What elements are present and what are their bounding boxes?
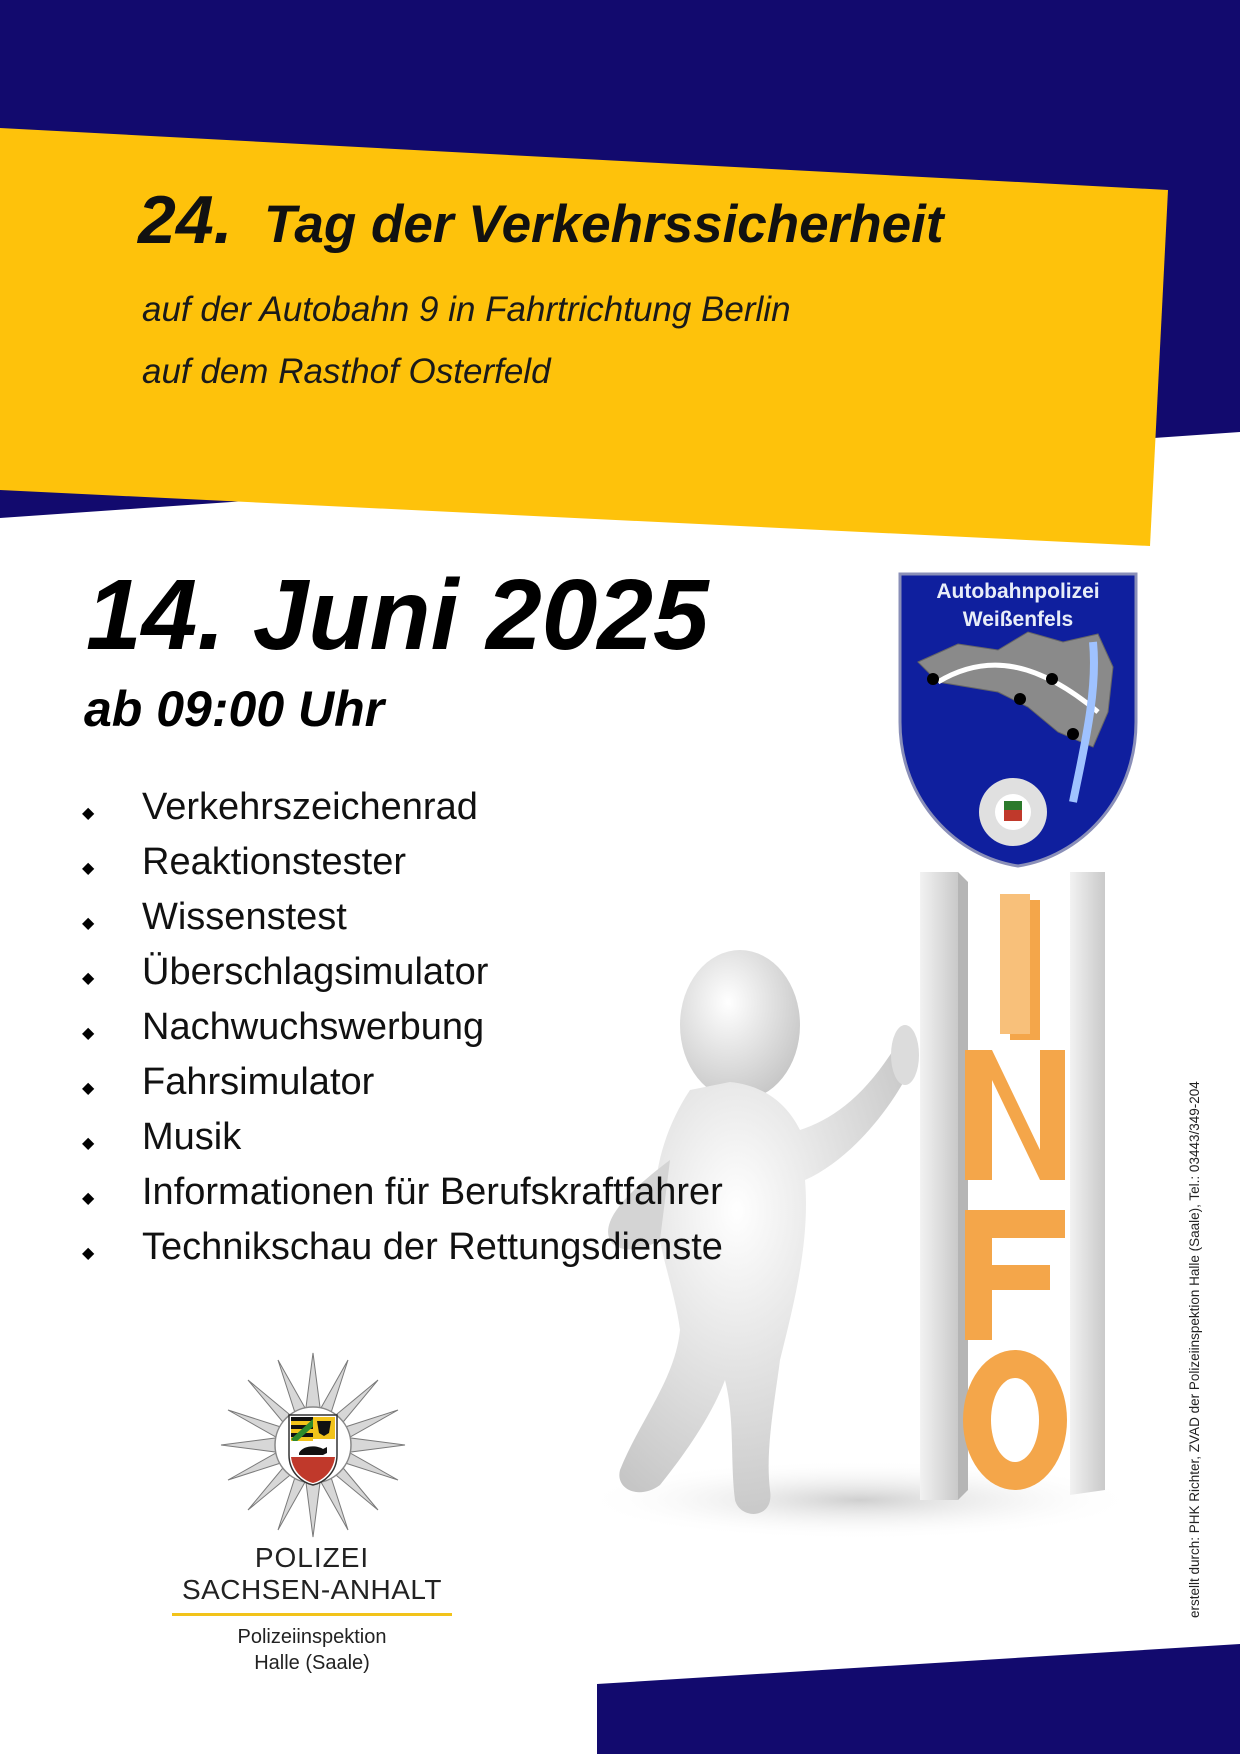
list-item xyxy=(82,780,723,835)
event-title: Tag der Verkehrssicherheit xyxy=(264,195,944,254)
badge-title-line-2: Weißenfels xyxy=(962,608,1074,631)
info-sign-letters xyxy=(960,880,1080,1500)
bullet-diamond-icon: ◆ xyxy=(82,859,95,877)
credit-note: erstellt durch: PHK Richter, ZVAD der Polizeiinspektion Halle (Saale), Tel.: 03443/349-204 xyxy=(1187,1081,1202,1618)
list-item xyxy=(82,890,723,945)
list-item-label: Nachwuchswerbung xyxy=(142,1006,485,1048)
bullet-diamond-icon: ◆ xyxy=(82,914,95,932)
police-logo-line-1: POLIZEI xyxy=(254,1542,370,1573)
info-pillar-left xyxy=(920,872,958,1500)
list-item-label: Informationen für Berufskraftfahrer xyxy=(142,1171,723,1213)
list-item xyxy=(82,945,723,1000)
bullet-diamond-icon: ◆ xyxy=(82,1134,95,1152)
edition-number: 24. xyxy=(138,182,233,258)
bullet-diamond-icon: ◆ xyxy=(82,1189,95,1207)
police-logo-line-2: SACHSEN-ANHALT xyxy=(181,1574,443,1605)
list-item xyxy=(82,1220,723,1275)
list-item-label: Musik xyxy=(142,1116,242,1158)
list-item-label: Fahrsimulator xyxy=(142,1061,375,1103)
list-item xyxy=(82,1000,723,1055)
badge-title-line-1: Autobahnpolizei xyxy=(936,580,1100,603)
list-item xyxy=(82,1165,723,1220)
list-item-label: Technikschau der Rettungsdienste xyxy=(142,1226,723,1268)
police-logo-line-3: Polizeiinspektion xyxy=(237,1626,387,1648)
list-item-label: Verkehrszeichenrad xyxy=(142,786,478,828)
bottom-navy-band xyxy=(597,1644,1240,1754)
activities-list xyxy=(82,780,723,1275)
list-item-label: Wissenstest xyxy=(142,896,347,938)
bullet-diamond-icon: ◆ xyxy=(82,969,95,987)
police-star-emblem-icon xyxy=(218,1350,408,1540)
event-date: 14. Juni 2025 xyxy=(86,559,709,671)
list-item xyxy=(82,1055,723,1110)
police-logo-line-4: Halle (Saale) xyxy=(254,1652,370,1674)
event-time: ab 09:00 Uhr xyxy=(84,681,385,737)
bullet-diamond-icon: ◆ xyxy=(82,1079,95,1097)
list-item xyxy=(82,835,723,890)
info-letter-f xyxy=(965,1210,1065,1340)
bullet-diamond-icon: ◆ xyxy=(82,1244,95,1262)
location-line-2: auf dem Rasthof Osterfeld xyxy=(142,352,551,391)
list-item-label: Überschlagsimulator xyxy=(142,951,489,993)
police-logo-divider xyxy=(172,1613,452,1616)
location-line-1: auf der Autobahn 9 in Fahrtrichtung Berlin xyxy=(142,290,791,329)
bullet-diamond-icon: ◆ xyxy=(82,1024,95,1042)
bullet-diamond-icon: ◆ xyxy=(82,804,95,822)
info-letter-o xyxy=(963,1350,1067,1490)
list-item xyxy=(82,1110,723,1165)
list-item-label: Reaktionstester xyxy=(142,841,407,883)
info-letter-i xyxy=(1000,894,1040,1040)
info-letter-n xyxy=(965,1050,1065,1180)
